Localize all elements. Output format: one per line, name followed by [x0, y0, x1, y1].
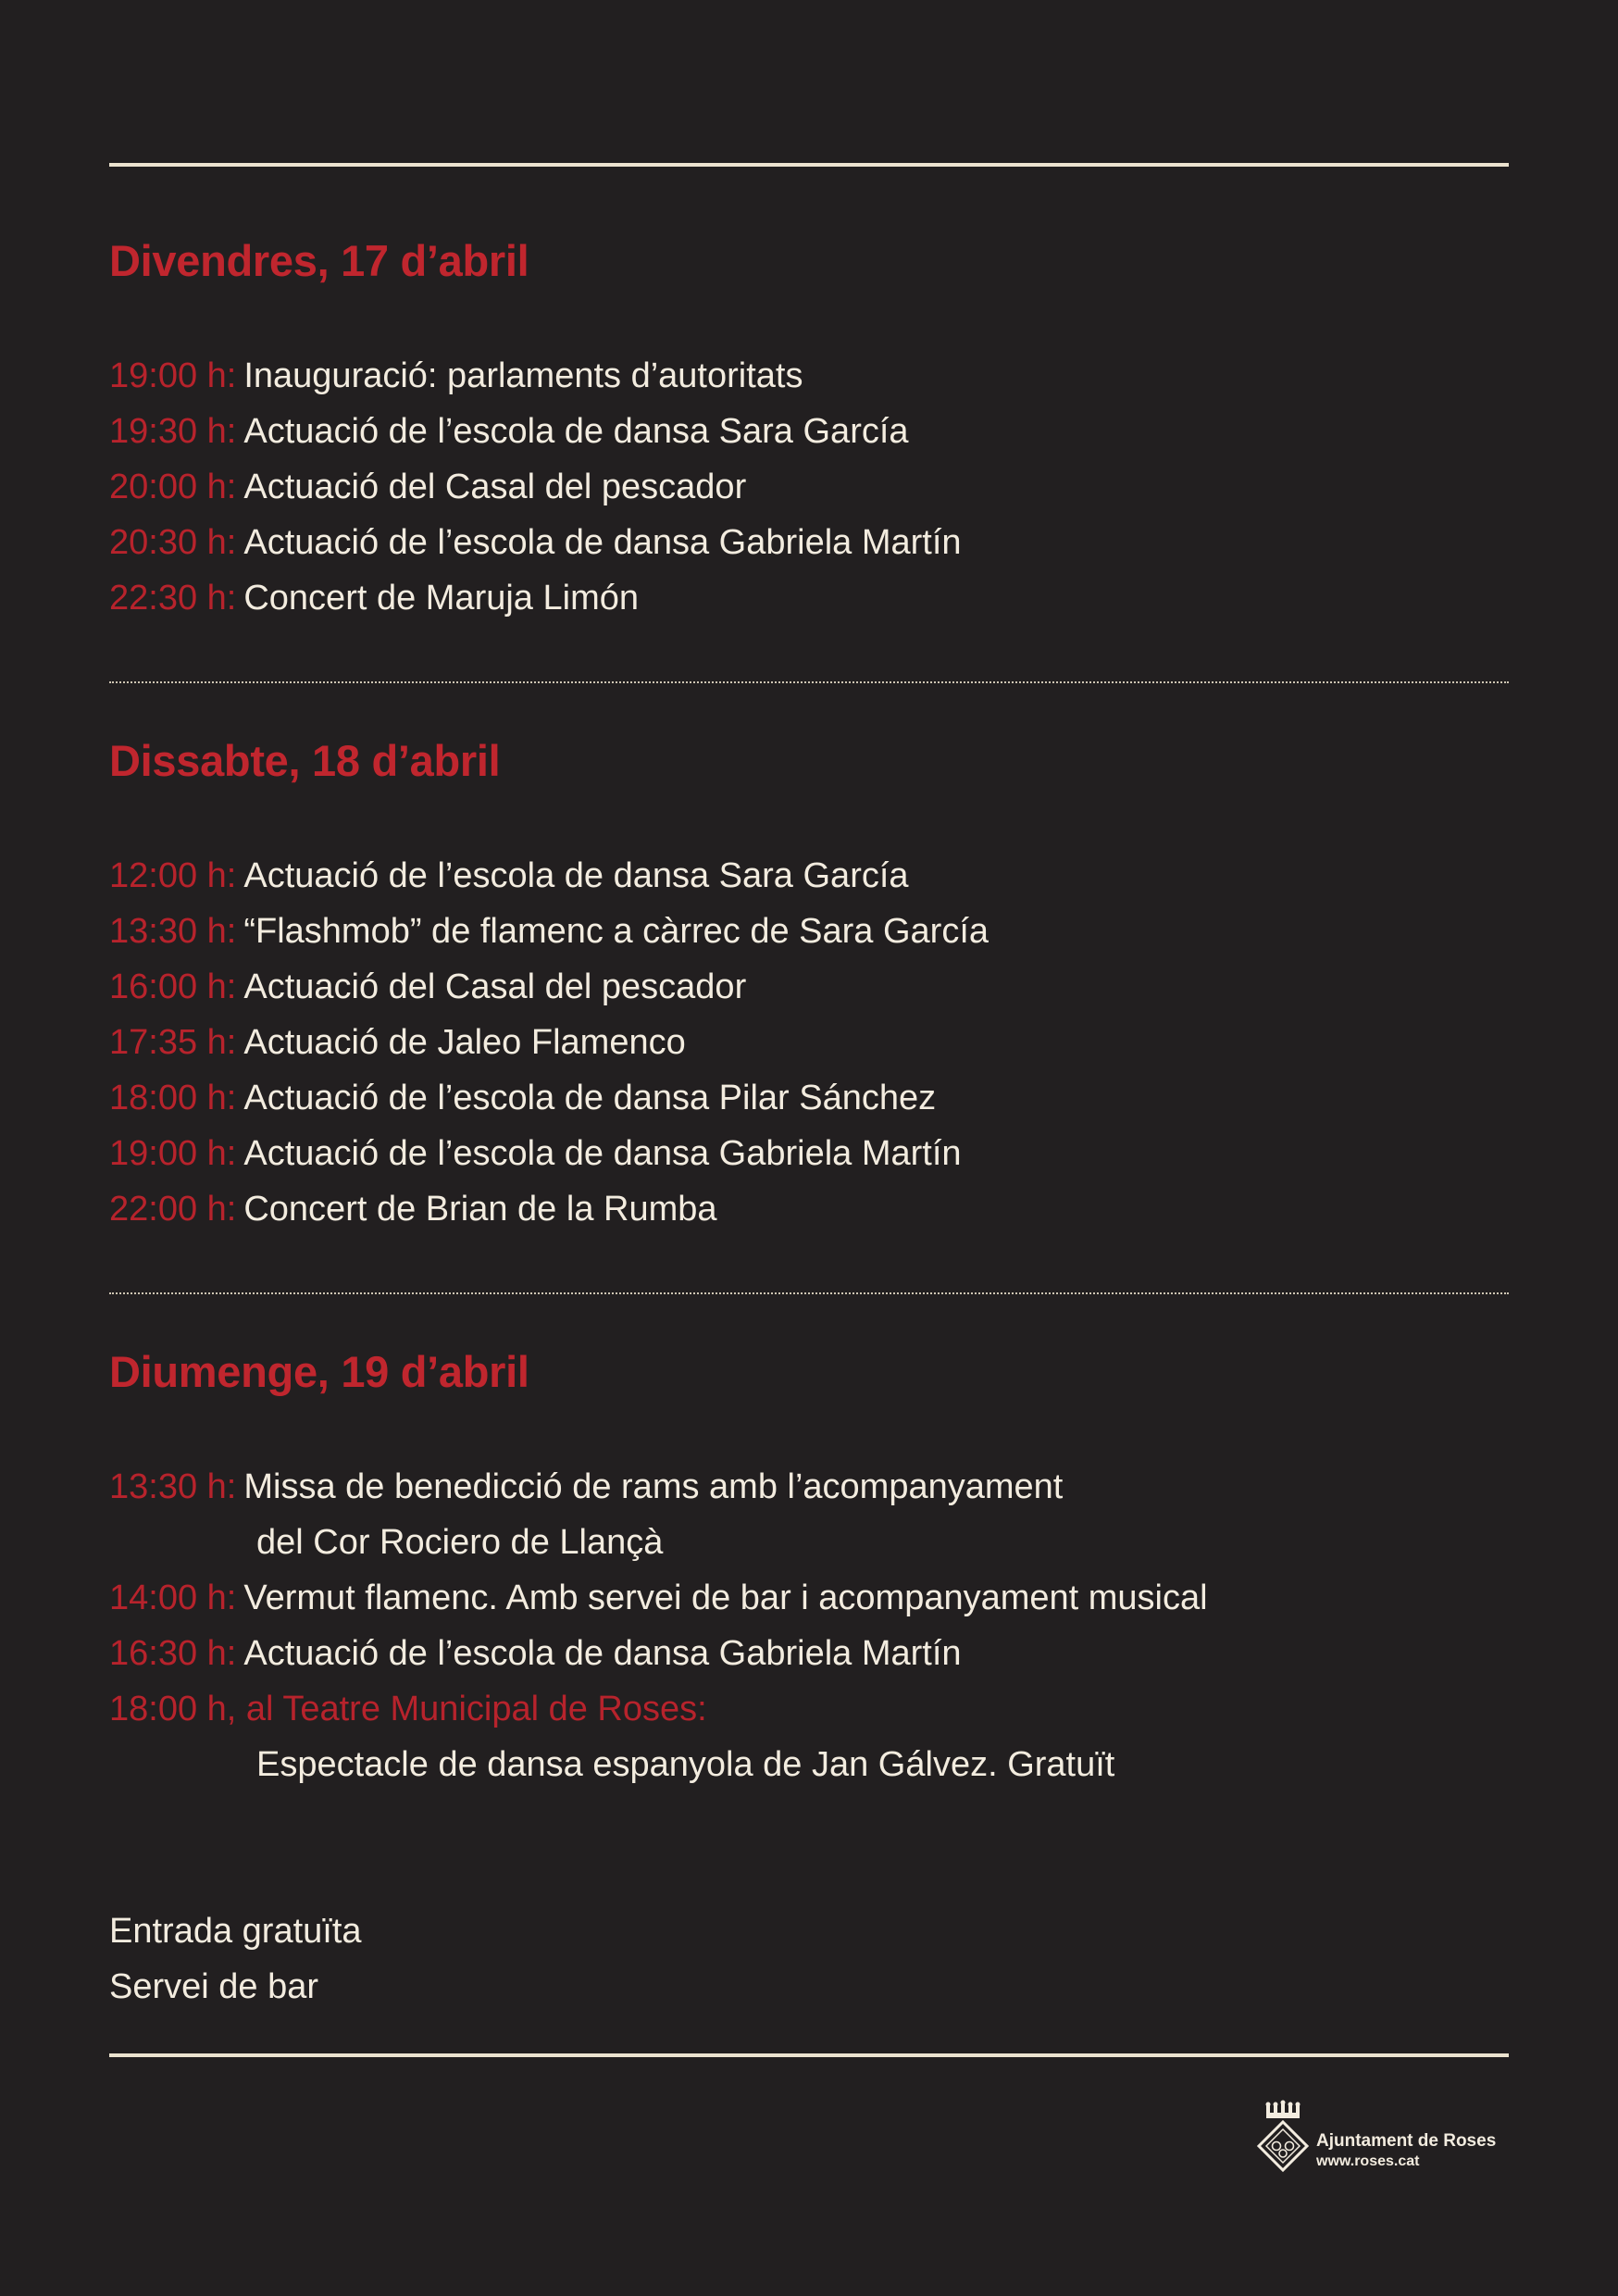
top-rule [109, 163, 1509, 167]
list-item [109, 1015, 989, 1070]
day-title-friday: Divendres, 17 d’abril [109, 236, 529, 285]
event-list-sunday [109, 1459, 1208, 1792]
event-desc: Vermut flamenc. Amb servei de bar i acompanyament musical [243, 1578, 1208, 1617]
bar-note: Servei de bar [109, 1967, 319, 2006]
list-item [109, 515, 962, 570]
event-time: 13:30 h: [109, 1467, 237, 1506]
event-desc: “Flashmob” de flamenc a càrrec de Sara García [243, 912, 989, 951]
coat-of-arms-icon [1255, 2100, 1311, 2181]
list-item [109, 1070, 989, 1126]
event-desc: Actuació de Jaleo Flamenco [243, 1023, 686, 1062]
entry-note: Entrada gratuïta [109, 1912, 362, 1951]
list-item [109, 1626, 1208, 1681]
list-item [109, 1570, 1208, 1626]
event-desc: Inauguració: parlaments d’autoritats [243, 356, 803, 395]
event-list-saturday [109, 848, 989, 1237]
event-desc: Actuació de l’escola de dansa Gabriela Martín [243, 1634, 962, 1673]
event-desc: Missa de benedicció de rams amb l’acompanyament [243, 1467, 1064, 1506]
event-desc: Actuació del Casal del pescador [243, 468, 747, 506]
event-time-venue: 18:00 h, al Teatre Municipal de Roses: [109, 1690, 707, 1728]
day-title-sunday: Diumenge, 19 d’abril [109, 1347, 529, 1396]
logo-url: www.roses.cat [1316, 2153, 1420, 2169]
section-divider [109, 1292, 1509, 1294]
ajuntament-logo [1255, 2100, 1514, 2181]
event-time: 22:30 h: [109, 579, 237, 618]
event-desc: Actuació del Casal del pescador [243, 967, 747, 1006]
event-time: 16:00 h: [109, 967, 237, 1006]
event-desc-continued: del Cor Rociero de Llançà [256, 1523, 664, 1562]
event-time: 19:00 h: [109, 1134, 237, 1173]
event-time: 13:30 h: [109, 912, 237, 951]
event-time: 14:00 h: [109, 1578, 237, 1617]
logo-name: Ajuntament de Roses [1316, 2131, 1497, 2151]
event-time: 16:30 h: [109, 1634, 237, 1673]
list-item [109, 959, 989, 1015]
list-item [109, 570, 962, 626]
list-item [109, 348, 962, 404]
day-title-saturday: Dissabte, 18 d’abril [109, 736, 501, 785]
event-time: 22:00 h: [109, 1190, 237, 1229]
list-item [109, 1181, 989, 1237]
event-list-friday [109, 348, 962, 626]
event-desc: Actuació de l’escola de dansa Pilar Sánchez [243, 1079, 937, 1117]
event-desc-continued: Espectacle de dansa espanyola de Jan Gálvez. Gratuït [256, 1745, 1115, 1784]
section-divider [109, 681, 1509, 683]
event-desc: Actuació de l’escola de dansa Sara García [243, 412, 909, 451]
event-time: 20:30 h: [109, 523, 237, 562]
list-item [109, 848, 989, 904]
list-item [109, 1681, 1208, 1792]
event-time: 19:00 h: [109, 356, 237, 395]
event-time: 19:30 h: [109, 412, 237, 451]
list-item [109, 1126, 989, 1181]
event-time: 18:00 h: [109, 1079, 237, 1117]
event-time: 20:00 h: [109, 468, 237, 506]
list-item [109, 404, 962, 459]
list-item [109, 904, 989, 959]
list-item [109, 1459, 1208, 1570]
list-item [109, 459, 962, 515]
event-desc: Actuació de l’escola de dansa Gabriela Martín [243, 523, 962, 562]
event-desc: Concert de Brian de la Rumba [243, 1190, 717, 1229]
event-desc: Actuació de l’escola de dansa Sara García [243, 856, 909, 895]
event-time: 12:00 h: [109, 856, 237, 895]
event-time: 17:35 h: [109, 1023, 237, 1062]
event-desc: Actuació de l’escola de dansa Gabriela Martín [243, 1134, 962, 1173]
event-desc: Concert de Maruja Limón [243, 579, 639, 618]
footer-notes [109, 1903, 362, 2015]
bottom-rule [109, 2053, 1509, 2057]
